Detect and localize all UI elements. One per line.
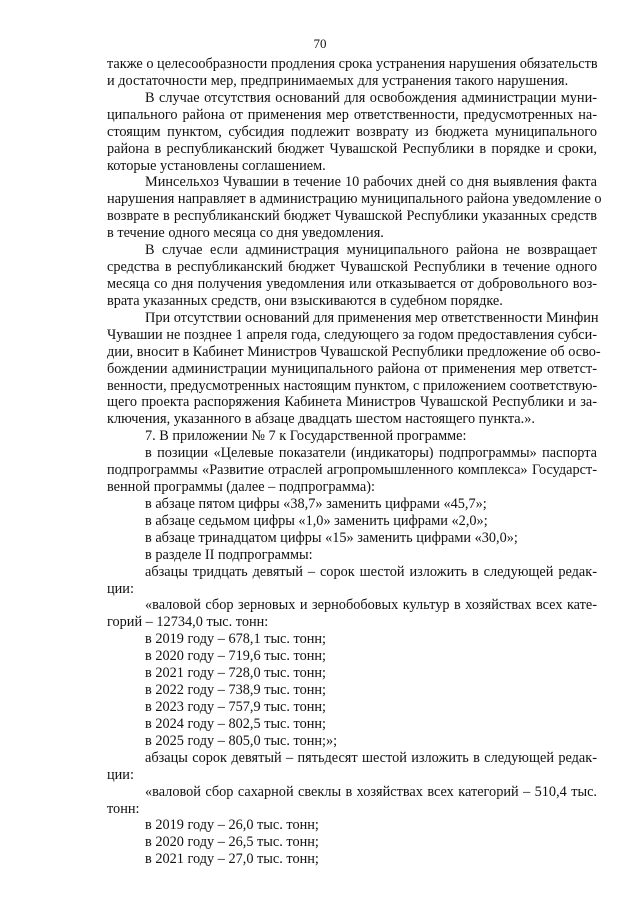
text-line: Минсельхоз Чувашии в течение 10 рабочих дней со дня выявления факта xyxy=(145,174,597,191)
text-line: которые установлены соглашением. xyxy=(107,157,326,174)
text-line: в течение одного месяца со дня уведомления. xyxy=(107,225,384,242)
text-line: в абзаце тринадцатом цифры «15» заменить цифрами «30,0»; xyxy=(145,529,518,546)
text-line: подпрограммы «Развитие отраслей агропромышленного комплекса» Государст- xyxy=(107,462,597,479)
text-line: 7. В приложении № 7 к Государственной программе: xyxy=(145,428,467,445)
text-line: Чувашии не позднее 1 апреля года, следующего за годом предоставления субси- xyxy=(107,326,597,343)
text-line: и достаточности мер, предпринимаемых для устранения такого нарушения. xyxy=(107,72,569,89)
text-line: в 2023 году – 757,9 тыс. тонн; xyxy=(145,699,327,715)
text-line: также о целесообразности продления срока устранения нарушения обязательств xyxy=(107,56,598,72)
text-line: в 2019 году – 26,0 тыс. тонн; xyxy=(145,817,319,834)
text-line: в 2021 году – 27,0 тыс. тонн; xyxy=(145,851,319,868)
text-line: При отсутствии оснований для применения мер ответственности Минфин xyxy=(145,309,599,326)
text-line: «валовой сбор сахарной свеклы в хозяйствах всех категорий – 510,4 тыс. xyxy=(145,783,597,800)
text-line: В случае если администрация муниципального района не возвращает xyxy=(145,242,597,259)
text-line: стоящим пунктом, субсидия подлежит возврату из бюджета муниципального xyxy=(107,123,597,140)
text-line: в разделе II подпрограммы: xyxy=(145,546,313,563)
text-line: венной программы (далее – подпрограмма): xyxy=(107,479,375,495)
text-line: в 2022 году – 738,9 тыс. тонн; xyxy=(145,682,327,698)
text-line: района в республиканский бюджет Чувашской Республики в порядке и сроки, xyxy=(107,140,597,157)
text-line: в 2020 году – 26,5 тыс. тонн; xyxy=(145,834,319,851)
text-line: бождении администрации муниципального района от применения мер ответст- xyxy=(107,360,597,377)
text-line: возврате в республиканский бюджет Чувашской Республики указанных средств xyxy=(107,208,597,225)
text-line: дии, вносит в Кабинет Министров Чувашской Республики предложение об осво- xyxy=(107,343,601,360)
text-line: венности, предусмотренных настоящим пунктом, с приложением соответствую- xyxy=(107,377,598,394)
text-line: ципального района от применения мер ответственности, предусмотренных на- xyxy=(107,106,597,123)
text-line: абзацы сорок девятый – пятьдесят шестой изложить в следующей редак- xyxy=(145,749,597,766)
text-line: в 2019 году – 678,1 тыс. тонн; xyxy=(145,631,327,648)
text-line: в абзаце седьмом цифры «1,0» заменить цифрами «2,0»; xyxy=(145,512,488,529)
text-line: ции: xyxy=(107,766,134,783)
text-line: «валовой сбор зерновых и зернобобовых культур в хозяйствах всех кате- xyxy=(145,597,597,614)
text-line: в позиции «Целевые показатели (индикаторы) подпрограммы» паспорта xyxy=(145,445,597,462)
text-line: ключения, указанного в абзаце двадцать шестом настоящего пункта.». xyxy=(107,411,535,428)
text-line: абзацы тридцать девятый – сорок шестой изложить в следующей редак- xyxy=(145,563,597,580)
page-number: 70 xyxy=(313,36,327,51)
text-line: в абзаце пятом цифры «38,7» заменить цифрами «45,7»; xyxy=(145,495,487,512)
text-line: щего проекта распоряжения Кабинета Министров Чувашской Республики и за- xyxy=(107,394,597,411)
text-line: врата указанных средств, они взыскиваются в судебном порядке. xyxy=(107,292,503,309)
text-line: средства в республиканский бюджет Чувашской Республики в течение одного xyxy=(107,259,597,275)
text-line: В случае отсутствия оснований для освобождения администрации муни- xyxy=(145,89,597,106)
text-line: ции: xyxy=(107,580,134,597)
text-line: в 2020 году – 719,6 тыс. тонн; xyxy=(145,648,327,665)
text-line: нарушения направляет в администрацию муниципального района уведомление о xyxy=(107,191,602,208)
text-line: тонн: xyxy=(107,800,140,817)
text-line: в 2025 году – 805,0 тыс. тонн;»; xyxy=(145,732,338,749)
text-line: в 2024 году – 802,5 тыс. тонн; xyxy=(145,715,327,732)
text-line: в 2021 году – 728,0 тыс. тонн; xyxy=(145,665,327,682)
text-line: горий – 12734,0 тыс. тонн: xyxy=(107,614,269,631)
text-line: месяца со дня получения уведомления или отказывается от добровольного воз- xyxy=(107,276,597,292)
